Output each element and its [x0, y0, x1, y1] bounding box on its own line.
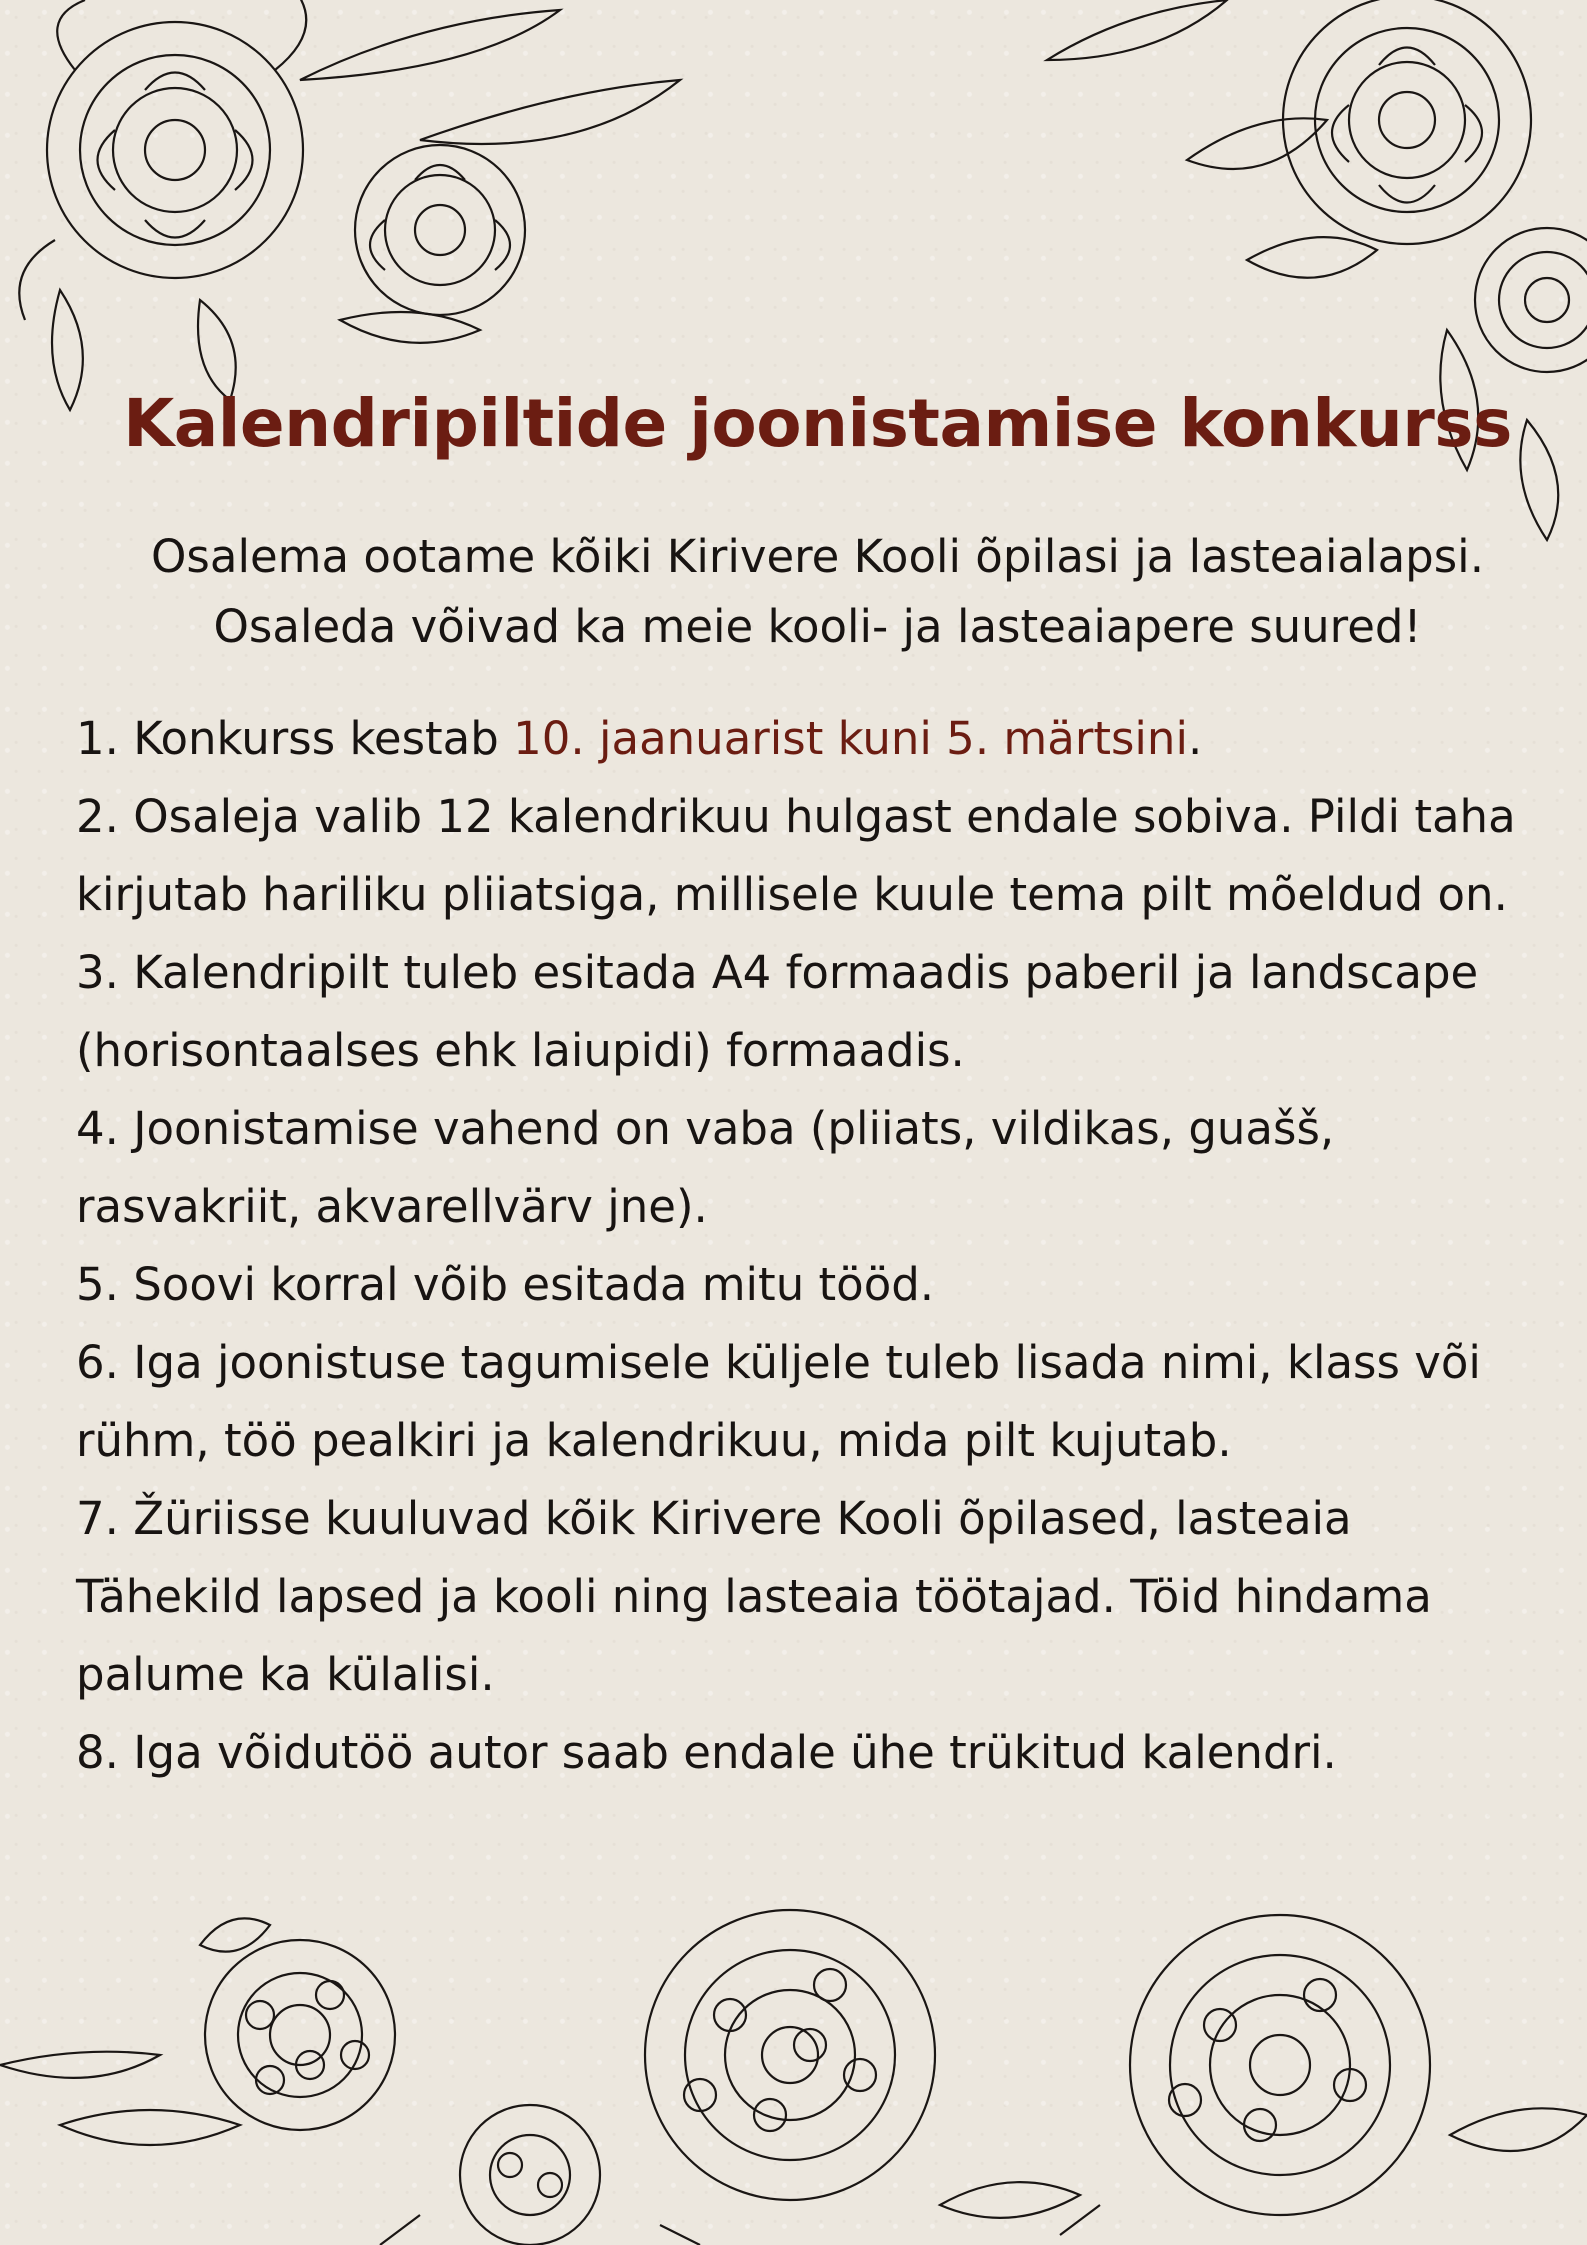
rule-1-date-range: 10. jaanuarist kuni 5. märtsini — [513, 712, 1188, 765]
rule-1-text: 1. Konkurss kestab — [76, 712, 514, 765]
rule-item-2: 2. Osaleja valib 12 kalendrikuu hulgast endale sobiva. Pildi taha kirjutab hariliku pliiatsiga, millisele kuule tema pilt mõeldud on. — [76, 790, 1516, 921]
rule-1-end: . — [1187, 712, 1203, 765]
rule-item-5: 5. Soovi korral võib esitada mitu tööd. — [76, 1258, 935, 1311]
hydrangea-bottom-illustration — [0, 1905, 1587, 2245]
rule-item-1 — [76, 700, 1546, 778]
intro-line-2: Osaleda võivad ka meie kooli- ja lasteaiapere suured! — [213, 600, 1422, 653]
rule-item-3: 3. Kalendripilt tuleb esitada A4 formaadis paberil ja landscape (horisontaalses ehk laiupidi) formaadis. — [76, 946, 1479, 1077]
rule-item-8: 8. Iga võidutöö autor saab endale ühe trükitud kalendri. — [76, 1726, 1337, 1779]
rules-list — [76, 700, 1546, 1792]
intro-line-1: Osalema ootame kõiki Kirivere Kooli õpilasi ja lasteaialapsi. — [151, 530, 1484, 583]
rule-item-4: 4. Joonistamise vahend on vaba (pliiats, vildikas, guašš, rasvakriit, akvarellvärv jne). — [76, 1102, 1335, 1233]
page-title: Kalendripiltide joonistamise konkurss — [123, 385, 1512, 462]
floral-top-left-illustration — [0, 0, 700, 420]
floral-top-right-illustration — [1027, 0, 1587, 560]
rule-item-7: 7. Žüriisse kuuluvad kõik Kirivere Kooli õpilased, lasteaia Tähekild lapsed ja kooli ning lasteaia töötajad. Töid hindama palume ka külalisi. — [76, 1492, 1432, 1701]
rule-item-6: 6. Iga joonistuse tagumisele küljele tuleb lisada nimi, klass või rühm, töö pealkiri ja kalendrikuu, mida pilt kujutab. — [76, 1336, 1481, 1467]
